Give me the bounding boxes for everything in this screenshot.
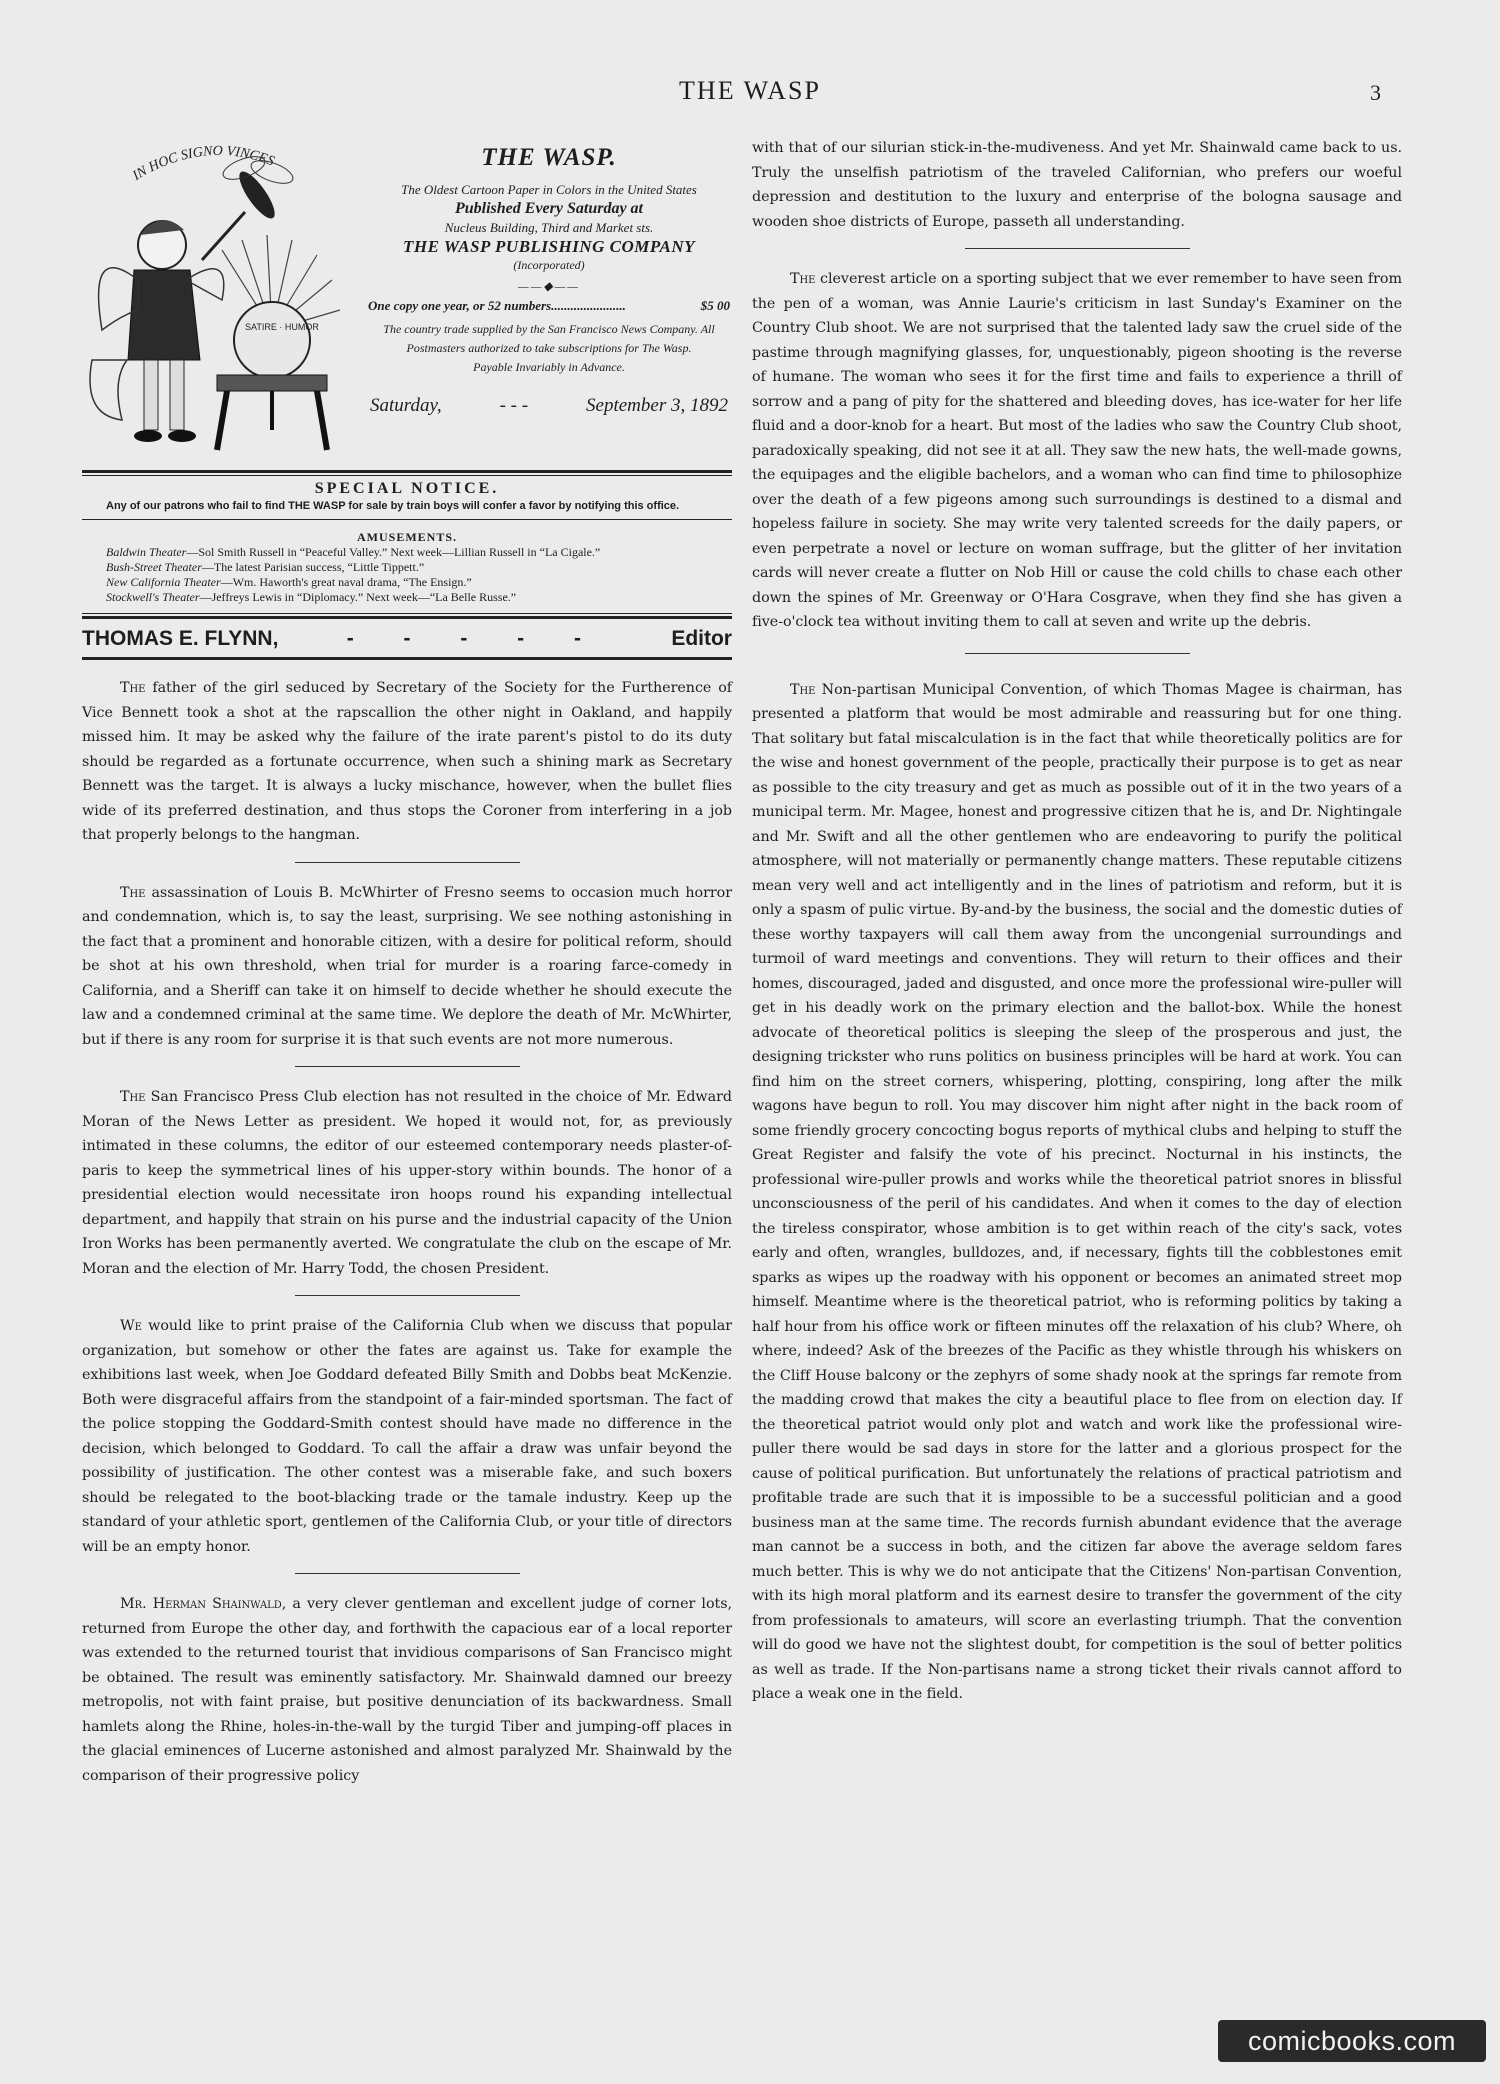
masthead-published: Published Every Saturday at <box>454 200 643 217</box>
trade-note: The country trade supplied by the San Francisco News Company. All Postmasters authorized to take subscriptions for The Wasp. <box>383 322 715 355</box>
payable-note: Payable Invariably in Advance. <box>473 360 625 374</box>
masthead-text <box>364 144 734 417</box>
page-number: 3 <box>1370 80 1381 105</box>
issue-date-value: September 3, 1892 <box>586 395 728 416</box>
issue-date-dashes: - - - <box>499 395 529 416</box>
masthead-ornament: ——◆—— <box>518 279 580 293</box>
article-paragraph: We would like to print praise of the California Club when we discuss that popular organization, but somehow or other the fates are against us. Take for example the exhibitions last week, when Joe Goddard defeated Billy Smith and Dobbs beat McKenzie. Both were disgraceful affairs from the standpoint of a fair-minded sportsman. The fact of the police stopping the Goddard-Smith contest should have made no difference in the decision, which belonged to Goddard. To call the affair a draw was unfair beyond the possibility of justification. The other contest was a miserable fake, and such boxers should be relegated to the boot-blacking trade or the tamale industry. Keep up the standard of your athletic sport, gentlemen of the California Club, or your title of directors will be an empty honor. <box>82 1318 732 1555</box>
editor-role: Editor <box>671 627 732 650</box>
amusement-item: Stockwell's Theater—Jeffreys Lewis in “Diplomacy.” Next week—“La Belle Russe.” <box>106 590 517 604</box>
right-column <box>752 136 1402 1707</box>
divider <box>82 519 732 520</box>
source-watermark: comicbooks.com <box>1218 2020 1486 2062</box>
wasp-mascot-illustration <box>82 130 352 460</box>
editor-dashes: - - - - - <box>346 627 604 650</box>
divider <box>82 657 732 660</box>
article-separator <box>965 653 1190 654</box>
subscription-price <box>364 298 734 314</box>
article-paragraph: The cleverest article on a sporting subject that we ever remember to have seen from the pen of a woman, was Annie Laurie's criticism in last Sunday's Examiner on the Country Club shoot. We are not surprised that the talented lady saw the cruel side of the pastime through magnifying glasses, for, unquestionably, pigeon shooting is the reverse of humane. The woman who sees it for the first time and fails to experience a thrill of sorrow and a pang of pity for the shattered and bleeding doves, has ice-water for her life fluid and a door-knob for a heart. But most of the ladies who saw the Country Club shoot, paradoxically speaking, did not see it at all. They saw the new hats, the well-made gowns, the equipages and the eligible bachelors, and a woman who can find time to philosophize over the death of a few pigeons among such surroundings is destined to a dismal and hopeless failure in society. She may write very talented screeds for the daily papers, or even perpetrate a novel or lecture on woman suffrage, but the glitter of her invitation cards will never create a flutter on Nob Hill or cause the cold chills to chase each other down the spines of Mr. Greenway or O'Hara Cosgrave, when they find she has given a five-o'clock tea without inviting them to call at seven and write up the debris. <box>752 271 1402 630</box>
divider <box>82 616 732 619</box>
amusement-item: Baldwin Theater—Sol Smith Russell in “Peaceful Valley.” Next week—Lillian Russell in “La Cigale.” <box>106 545 601 559</box>
editor-credit <box>82 627 732 651</box>
issue-date <box>364 395 734 417</box>
running-title: THE WASP <box>679 76 821 105</box>
price-value: $5 00 <box>700 298 730 313</box>
article-paragraph: The assassination of Louis B. McWhirter of Fresno seems to occasion much horror and condemnation, which is, to say the least, surprising. We see nothing astonishing in the fact that a prominent and honorable citizen, with a desire for political reform, should be shot at his own threshold, when trial for murder is a roaring farce-comedy in California, and a Sheriff can take it on himself to decide whether he should execute the law and a condemned criminal at the same time. We deplore the death of Mr. McWhirter, but if there is any room for surprise it is that such events are not more numerous. <box>82 884 732 1048</box>
grindstone-icon <box>234 302 310 378</box>
masthead <box>82 130 732 470</box>
masthead-address: Nucleus Building, Third and Market sts. <box>444 220 654 235</box>
motto-text: IN HOC SIGNO VINCES <box>130 143 277 184</box>
wasp-icon <box>202 152 296 260</box>
article-separator <box>295 862 520 863</box>
editor-name: THOMAS E. FLYNN, <box>82 627 279 650</box>
price-label: One copy one year, or 52 numbers....................... <box>368 298 626 313</box>
masthead-incorporated: (Incorporated) <box>513 258 585 272</box>
issue-day: Saturday, <box>370 395 442 416</box>
article-paragraph: Mr. Herman Shainwald, a very clever gentleman and excellent judge of corner lots, returned from Europe the other day, and forthwith the capacious ear of a local reporter was extended to the returned tourist that invidious comparisons of San Francisco might be obtained. The result was eminently satisfactory. Mr. Shainwald damned our breezy metropolis, not with faint praise, but positive denunciation of its backwardness. Small hamlets along the Rhine, holes-in-the-wall by the turgid Tiber and jumping-off places in the glacial eminences of Lucerne astonished and almost paralyzed Mr. Shainwald by the comparison of their progressive policy <box>82 1596 732 1784</box>
divider <box>82 613 732 614</box>
masthead-tagline: The Oldest Cartoon Paper in Colors in the United States <box>401 182 697 197</box>
article-separator <box>295 1295 520 1296</box>
amusement-item: New California Theater—Wm. Haworth's great naval drama, “The Ensign.” <box>106 575 472 589</box>
special-notice-body: Any of our patrons who fail to find THE WASP for sale by train boys will confer a favor by notifying this office. <box>106 500 680 512</box>
divider <box>82 475 732 476</box>
article-separator <box>295 1573 520 1574</box>
article-paragraph: The San Francisco Press Club election has not resulted in the choice of Mr. Edward Moran of the News Letter as president. We hoped it would not, for, as previously intimated in these columns, the editor of our esteemed contemporary needs plaster-of-paris to keep the symmetrical lines of his upper-story within bounds. The honor of a presidential election would necessitate iron hoops round his expanding intellectual department, and happily that strain on his purse and the industrial capacity of the Union Iron Works has been permanently averted. We congratulate the club on the escape of Mr. Moran and the election of Mr. Harry Todd, the chosen President. <box>82 1089 732 1277</box>
masthead-title: THE WASP. <box>481 144 617 171</box>
special-notice-title: SPECIAL NOTICE. <box>314 480 500 497</box>
masthead-company: THE WASP PUBLISHING COMPANY <box>403 237 695 256</box>
divider <box>82 470 732 473</box>
amusements-title: AMUSEMENTS. <box>356 530 457 544</box>
article-separator <box>965 248 1190 249</box>
amusement-item: Bush-Street Theater—The latest Parisian success, “Little Tippett.” <box>106 560 425 574</box>
left-column <box>82 130 732 1788</box>
article-paragraph: The Non-partisan Municipal Convention, of which Thomas Magee is chairman, has presented a platform that would be most admirable and reassuring but for one thing. That solitary but fatal miscalculation is in the fact that while theoretically politics are for the wise and honest government of the people, practically their purpose is to get as near as possible to the city treasury and get as much as possible out of it in the two years of a municipal term. Mr. Magee, honest and progressive citizen that he is, and Dr. Nightingale and Mr. Swift and all the other gentlemen who are endeavoring to purify the political atmosphere, will not materially or permanently change matters. These reputable citizens mean very well and act intelligently and in the lines of patriotism and reform, but it is only a spasm of pulic virtue. By-and-by the business, the social and the domestic duties of these worthy taxpayers will call them away from the uncongenial surroundings and turmoil of ward meetings and conventions. They will return to their offices and their homes, discouraged, jaded and disgusted, and once more the professional wire-puller will get in his deadly work on the primary election and the ballot-box. While the honest advocate of theoretical politics is sleeping the sleep of the prosperous and just, the designing trickster who runs politics on business principles will be hard at work. You can find him on the street corners, whispering, plotting, conspiring, long after the milk wagons have begun to roll. You may discover him night after night in the back room of some friendly grocery concocting bogus reports of mythical clubs and helping to stuff the Great Register and falsify the vote of his precinct. Nocturnal in his instincts, the professional wire-puller prowls and works while the theoretical patriot snores in blissful unconsciousness of the peril of his candidates. And when it comes to the day of election the tireless conspirator, whose ambition is to get within reach of the city's sack, votes early and often, wrangles, bulldozes, and, if necessary, fights till the cobblestones emit sparks as wipes up the roadway with his opponent or becomes an animated street mop himself. Meantime where is the theoretical patriot, who is reforming politics by taking a half hour from his office work or fifteen minutes off the relaxation of his club? Where, oh where, indeed? Ask of the breezes of the Pacific as they whistle through his whiskers on the Cliff House balcony or the zephyrs of some shady nook at the springs far remote from the madding crowd that makes the city a beautiful place to flee from on election day. If the theoretical patriot would only plot and watch and work like the professional wire-puller there would be sad days in store for the latter and a glorious prospect for the cause of political purification. But unfortunately the relations of practical patriotism and profitable trade are such that it is impossible to be a successful politician and a good business man at the same time. The records furnish abundant evidence that the average man cannot be a success in both, and the citizen far above the average seldom fares much better. This is why we do not anticipate that the Citizens' Non-partisan Convention, with its high moral platform and its earnest desire to transfer the government of the city from professionals to amateurs, will score an everlasting triumph. That the convention will do good we have not the slightest doubt, for competition is the soul of better politics as well as trade. If the Non-partisans name a strong ticket their rivals cannot afford to place a weak one in the field. <box>752 681 1402 1702</box>
article-paragraph: The father of the girl seduced by Secretary of the Society for the Furtherence of Vice Bennett took a shot at the rapscallion the other night in Oakland, and happily missed him. It may be asked why the failure of the irate parent's pistol to do its duty should be regarded as a fortunate occurrence, when such a shining mark as Secretary Bennett was the target. It is always a lucky mischance, however, when the bullet flies wide of its preferred destination, and thus stops the Coroner from interfering in a job that properly belongs to the hangman. <box>82 680 733 843</box>
article-paragraph: with that of our silurian stick-in-the-mudiveness. And yet Mr. Shainwald came back to us. Truly the unselfish patriotism of the traveled Californian, who prefers our woeful depression and destitution to the luxury and enterprise of the bologna sausage and wooden shoe districts of Europe, passeth all understanding. <box>752 140 1402 230</box>
article-separator <box>295 1066 520 1067</box>
satire-label: SATIRE · HUMOR <box>245 322 319 332</box>
